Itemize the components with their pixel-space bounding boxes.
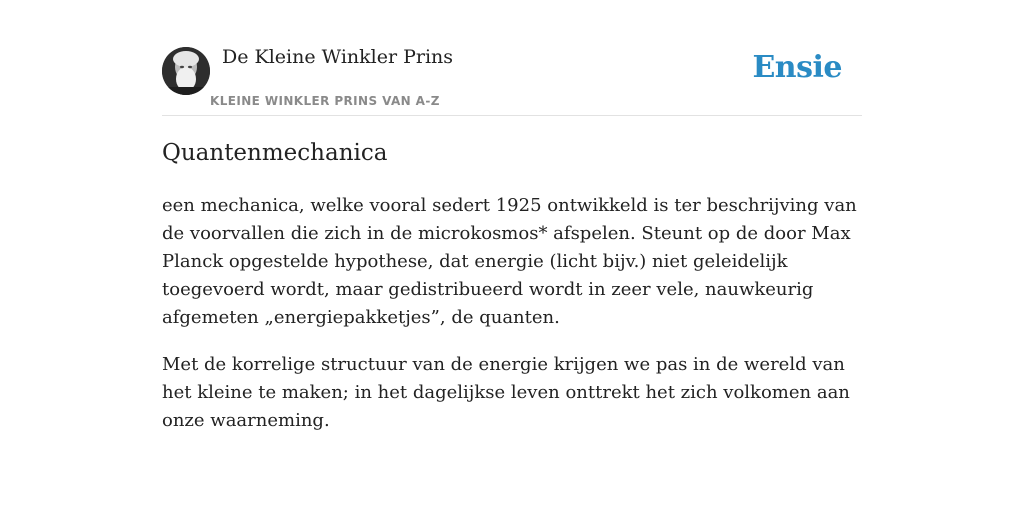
source-subtitle-link[interactable]: KLEINE WINKLER PRINS VAN A-Z	[210, 94, 440, 108]
article-body	[162, 192, 862, 454]
source-name-link[interactable]: De Kleine Winkler Prins	[222, 46, 454, 68]
article-title: Quantenmechanica	[162, 140, 388, 166]
brand-logo-link[interactable]: Ensie	[752, 50, 842, 85]
article-page	[162, 0, 862, 512]
article-paragraph: een mechanica, welke vooral sedert 1925 ontwikkeld is ter beschrijving van de voorvallen die zich in de microkosmos* afspelen. Steunt op de door Max Planck opgestelde hypothese, dat energie (licht bijv.) niet geleidelijk toegevoerd wordt, maar gedistribueerd wordt in zeer vele, nauwkeurig afgemeten „energiepakketjes”, de quanten.	[162, 195, 857, 328]
source-header	[162, 0, 862, 116]
article-paragraph: Met de korrelige structuur van de energie krijgen we pas in de wereld van het kleine te maken; in het dagelijkse leven onttrekt het zich volkomen aan onze waarneming.	[162, 354, 850, 431]
portrait-avatar-icon-graphic	[162, 47, 210, 95]
portrait-avatar-icon[interactable]	[162, 47, 210, 95]
